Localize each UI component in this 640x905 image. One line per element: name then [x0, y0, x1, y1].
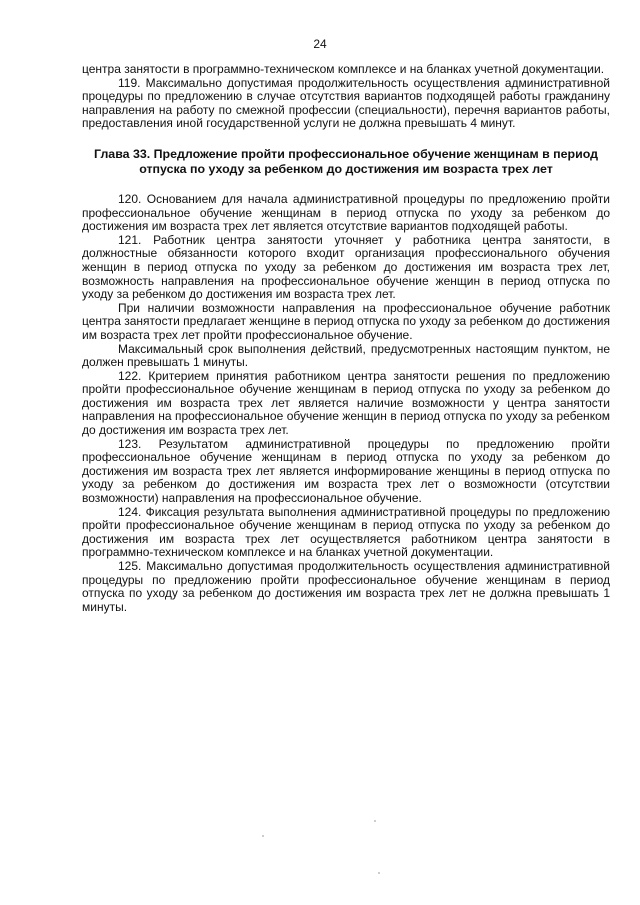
paragraph-122: 122. Критерием принятия работником центра занятости решения по предложению пройти профессиональное обучение женщинам в период отпуска по уходу за ребенком до достижения им возраста трех лет является наличие возможности у центра занятости направления на профессиональное обучение женщин в период отпуска по уходу за ребенком до достижения им возраста трех лет.	[82, 368, 610, 438]
scan-speck	[378, 872, 380, 874]
paragraph-120: 120. Основанием для начала административной процедуры по предложению пройти профессиональное обучение женщинам в период отпуска по уходу за ребенком до достижения им возраста трех лет является отсутствие вариантов подходящей работы.	[82, 191, 610, 234]
paragraph-125: 125. Максимально допустимая продолжительность осуществления административной процедуры по предложению пройти профессиональное обучение женщинам в период отпуска по уходу за ребенком до достижения им возраста трех лет не должна превышать 1 минуты.	[82, 559, 610, 614]
document-body	[82, 63, 610, 614]
page-number: 24	[313, 37, 327, 51]
paragraph-continuation: центра занятости в программно-техническом комплексе и на бланках учетной документации.	[82, 62, 605, 76]
scan-speck	[262, 835, 264, 837]
paragraph-123: 123. Результатом административной процедуры по предложению пройти профессиональное обучение женщинам в период отпуска по уходу за ребенком до достижения им возраста трех лет является информирование женщины в период отпуска по уходу за ребенком до достижения им возраста трех лет о возможности (отсутствии возможности) направления на профессиональное обучение.	[82, 436, 610, 506]
paragraph-124: 124. Фиксация результата выполнения административной процедуры по предложению пройти профессиональное обучение женщинам в период отпуска по уходу за ребенком до достижения им возраста трех лет осуществляется работником центра занятости в программно-техническом комплексе и на бланках учетной документации.	[82, 504, 610, 560]
paragraph-119: 119. Максимально допустимая продолжительность осуществления административной процедуры по предложению в случае отсутствия вариантов подходящей работы гражданину направления на работу по смежной профессии (специальности), перечня вариантов работы, предоставления иной государственной услуги не должна превышать 4 минут.	[82, 75, 610, 131]
scan-speck	[374, 820, 376, 822]
paragraph-121-availability: При наличии возможности направления на профессиональное обучение работник центра занятости предлагает женщине в период отпуска по уходу за ребенком до достижения им возраста трех лет пройти профессиональное обучение.	[82, 300, 610, 342]
paragraph-121-time-limit: Максимальный срок выполнения действий, предусмотренных настоящим пунктом, не должен превышать 1 минуты.	[82, 341, 610, 370]
paragraph-121: 121. Работник центра занятости уточняет у работника центра занятости, в должностные обязанности которого входит организация профессионального обучения женщин в период отпуска по уходу за ребенком до достижения им возраста трех лет, возможность направления на профессиональное обучение женщин в период отпуска по уходу за ребенком до достижения им возраста трех лет.	[82, 232, 610, 302]
chapter-33-heading: Глава 33. Предложение пройти профессиональное обучение женщинам в период отпуска по уходу за ребенком до достижения им возраста трех лет	[94, 146, 598, 176]
